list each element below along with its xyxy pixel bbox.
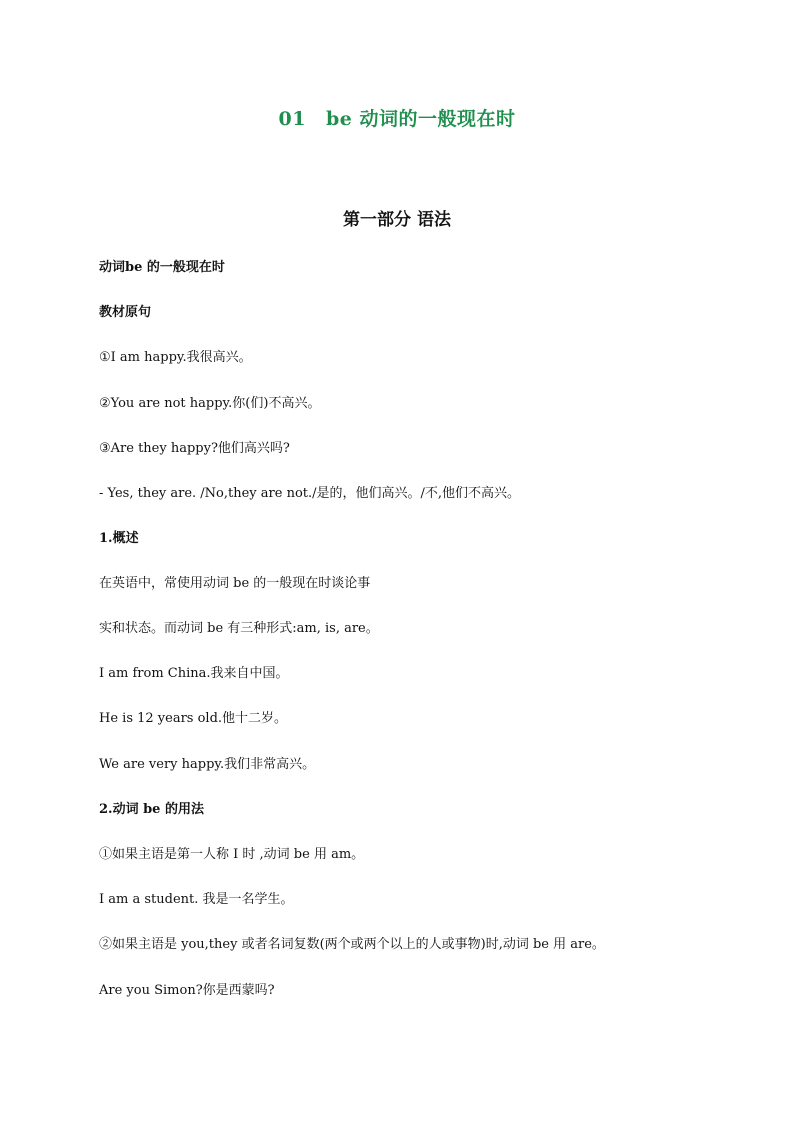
usage-example-2: Are you Simon?你是西蒙吗? — [99, 983, 275, 998]
overview-text-1: 在英语中，常使用动词 be 的一般现在时谈论事 — [99, 576, 371, 591]
example-sentence-1: ①I am happy.我很高兴。 — [99, 350, 252, 365]
usage-rule-2: ②如果主语是 you,they 或者名词复数(两个或两个以上的人或事物)时,动词 be 用 are。 — [99, 937, 605, 952]
title-number: 01 — [278, 108, 306, 130]
example-sentence-2: ②You are not happy.你(们)不高兴。 — [99, 396, 321, 411]
heading-overview: 1.概述 — [99, 531, 139, 546]
document-title — [0, 104, 794, 131]
example-sentence-3: ③Are they happy?他们高兴吗? — [99, 441, 290, 456]
overview-text-2: 实和状态。而动词 be 有三种形式:am, is, are。 — [99, 621, 379, 636]
subheading-textbook-sentences: 教材原句 — [99, 305, 152, 320]
example-answer: - Yes, they are. /No,they are not./是的，他们高兴。/不,他们不高兴。 — [99, 486, 521, 501]
subheading-be-present: 动词be 的一般现在时 — [99, 260, 225, 275]
usage-example-1: I am a student. 我是一名学生。 — [99, 892, 294, 907]
example-are: We are very happy.我们非常高兴。 — [99, 757, 316, 772]
title-text: be 动词的一般现在时 — [325, 108, 516, 130]
usage-rule-1: ①如果主语是第一人称 I 时 ,动词 be 用 am。 — [99, 847, 365, 862]
heading-usage: 2.动词 be 的用法 — [99, 802, 204, 817]
section-heading: 第一部分 语法 — [343, 210, 451, 230]
example-am: I am from China.我来自中国。 — [99, 666, 289, 681]
example-is: He is 12 years old.他十二岁。 — [99, 711, 288, 726]
